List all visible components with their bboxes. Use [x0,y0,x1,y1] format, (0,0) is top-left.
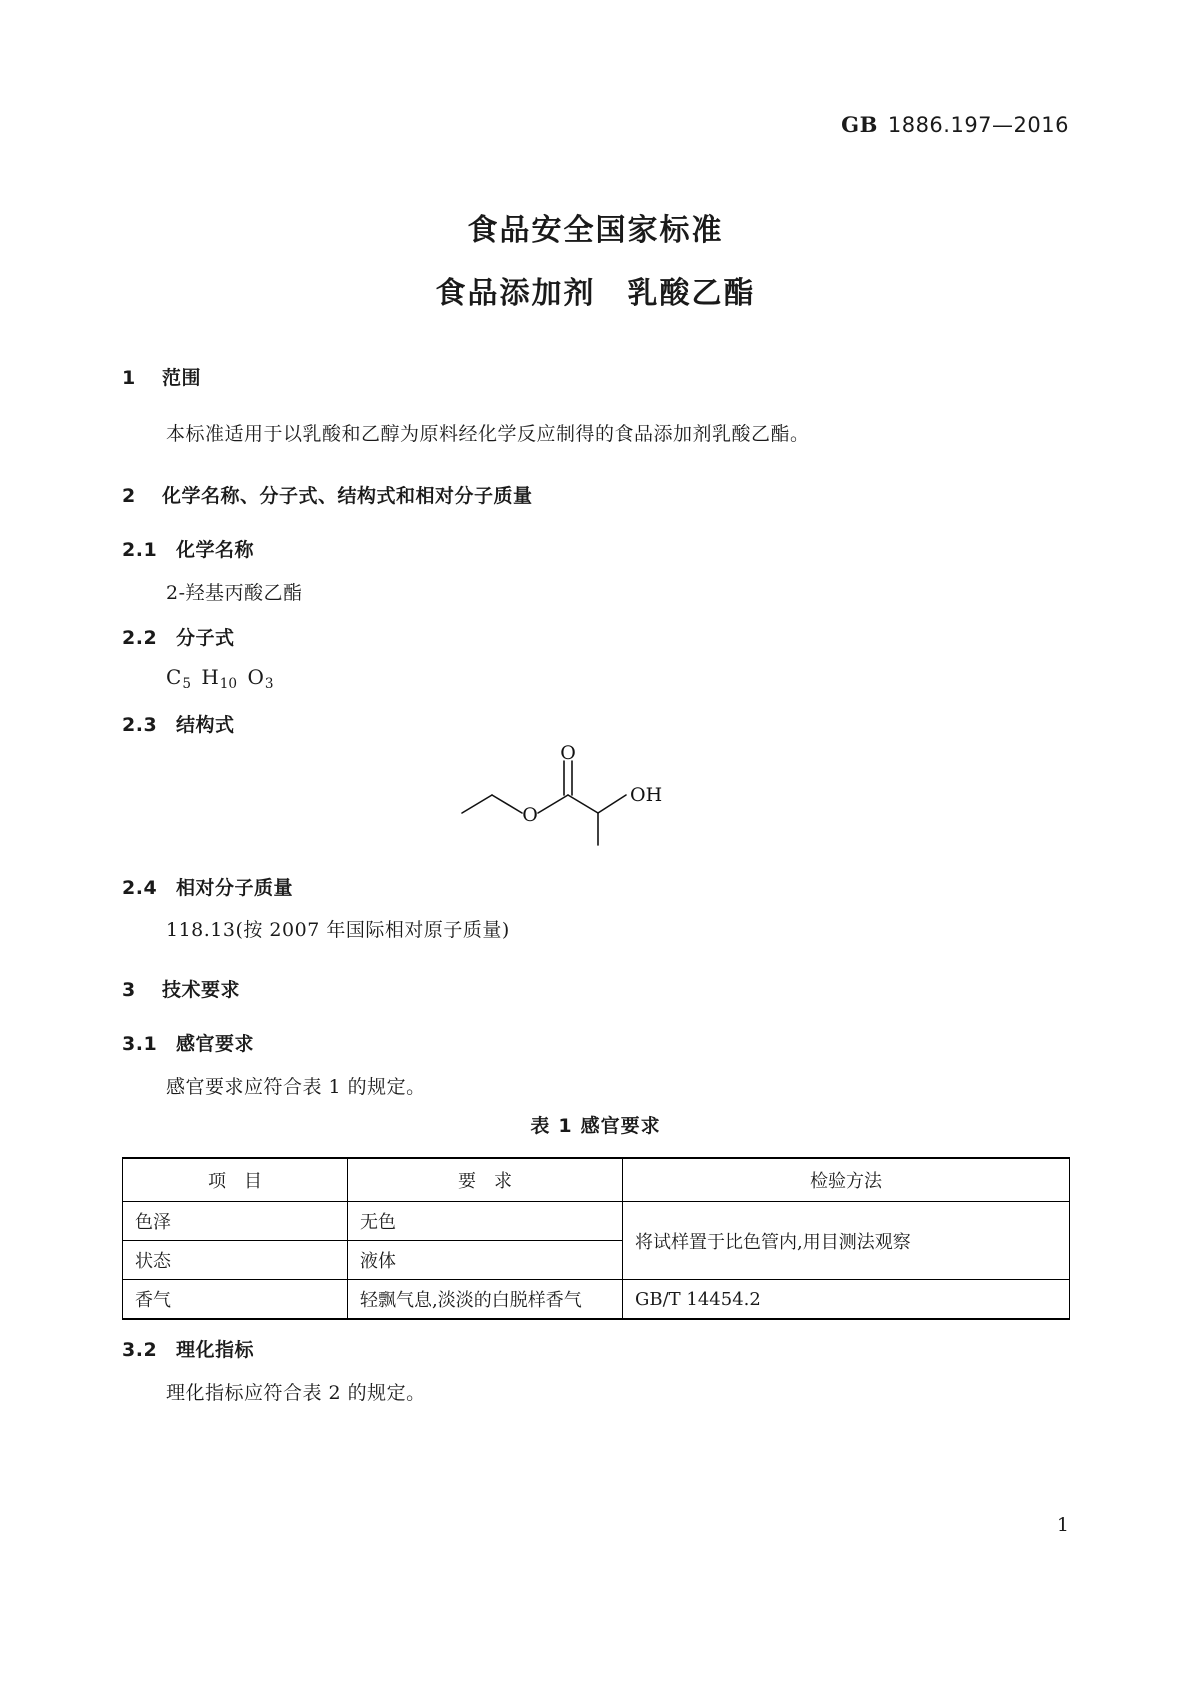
formula-element-2: H [201,665,220,689]
column-header-method: 检验方法 [623,1158,1070,1202]
heading-section-2-2 [122,623,235,650]
cell-item-state: 状态 [123,1241,348,1280]
table-caption-number: 1 [558,1115,573,1137]
section-3-1-number: 3.1 [122,1033,158,1055]
structure-svg [430,745,690,855]
section-2-2-number: 2.2 [122,627,158,649]
column-header-item: 项 目 [123,1158,348,1202]
cell-requirement-color: 无色 [348,1202,623,1241]
table-row [123,1202,1070,1241]
section-3-2-body: 理化指标应符合表 2 的规定。 [166,1382,426,1404]
formula-element-3: O [247,665,265,689]
section-2-4-number: 2.4 [122,877,158,899]
section-2-1-body: 2-羟基丙酸乙酯 [166,582,303,604]
heading-section-3 [122,975,240,1002]
cell-method-aroma: GB/T 14454.2 [623,1280,1070,1320]
section-2-1-number: 2.1 [122,539,158,561]
section-3-title: 技术要求 [162,979,241,1001]
section-3-1-title: 感官要求 [176,1033,255,1055]
section-1-title: 范围 [162,367,202,389]
standard-prefix: GB [841,112,878,137]
section-2-number: 2 [122,485,136,507]
table-1-wrapper [122,1157,1070,1320]
table-header-row [123,1158,1070,1202]
section-2-3-number: 2.3 [122,714,158,736]
table-header [123,1158,1070,1202]
hydroxyl-label: OH [630,784,663,806]
section-2-4-title: 相对分子质量 [176,877,294,899]
structural-formula-diagram [430,745,690,855]
document-header [841,112,1069,137]
heading-section-2-3 [122,710,235,737]
section-3-2-number: 3.2 [122,1339,158,1361]
page-title: 食品安全国家标准 [467,213,724,248]
heading-section-2 [122,481,533,508]
section-2-title: 化学名称、分子式、结构式和相对分子质量 [162,485,533,507]
ester-oxygen-label: O [522,804,538,826]
page-subtitle: 食品添加剂 乳酸乙酯 [435,276,756,311]
formula-subscript-3: 3 [264,675,274,692]
carbonyl-oxygen-label: O [560,745,576,764]
section-1-body: 本标准适用于以乳酸和乙醇为原料经化学反应制得的食品添加剂乳酸乙酯。 [166,423,810,445]
table-1-caption [0,1111,1191,1138]
section-2-1-title: 化学名称 [176,539,255,561]
section-3-number: 3 [122,979,136,1001]
heading-section-3-1 [122,1029,254,1056]
heading-section-2-1 [122,535,254,562]
cell-item-color: 色泽 [123,1202,348,1241]
page-number: 1 [1056,1514,1069,1536]
heading-section-3-2 [122,1335,254,1362]
section-2-3-title: 结构式 [176,714,235,736]
table-sensory-requirements [122,1157,1070,1320]
heading-section-2-4 [122,873,293,900]
section-3-2-title: 理化指标 [176,1339,255,1361]
section-2-2-title: 分子式 [176,627,235,649]
cell-item-aroma: 香气 [123,1280,348,1320]
table-body [123,1202,1070,1320]
table-caption-label: 表 [530,1115,551,1137]
section-3-1-body: 感官要求应符合表 1 的规定。 [166,1076,426,1098]
section-2-4-body: 118.13(按 2007 年国际相对原子质量) [166,919,510,941]
formula-subscript-2: 10 [219,675,238,692]
formula-subscript-1: 5 [182,675,191,692]
formula-element-1: C [166,665,183,689]
heading-section-1 [122,363,201,390]
table-row [123,1280,1070,1320]
cell-requirement-state: 液体 [348,1241,623,1280]
section-1-number: 1 [122,367,136,389]
column-header-requirement: 要 求 [348,1158,623,1202]
cell-method-merged: 将试样置于比色管内,用目测法观察 [623,1202,1070,1280]
table-caption-title: 感官要求 [580,1115,661,1137]
cell-requirement-aroma: 轻飘气息,淡淡的白脱样香气 [348,1280,623,1320]
molecular-formula [166,665,274,692]
standard-number: 1886.197—2016 [887,113,1069,137]
